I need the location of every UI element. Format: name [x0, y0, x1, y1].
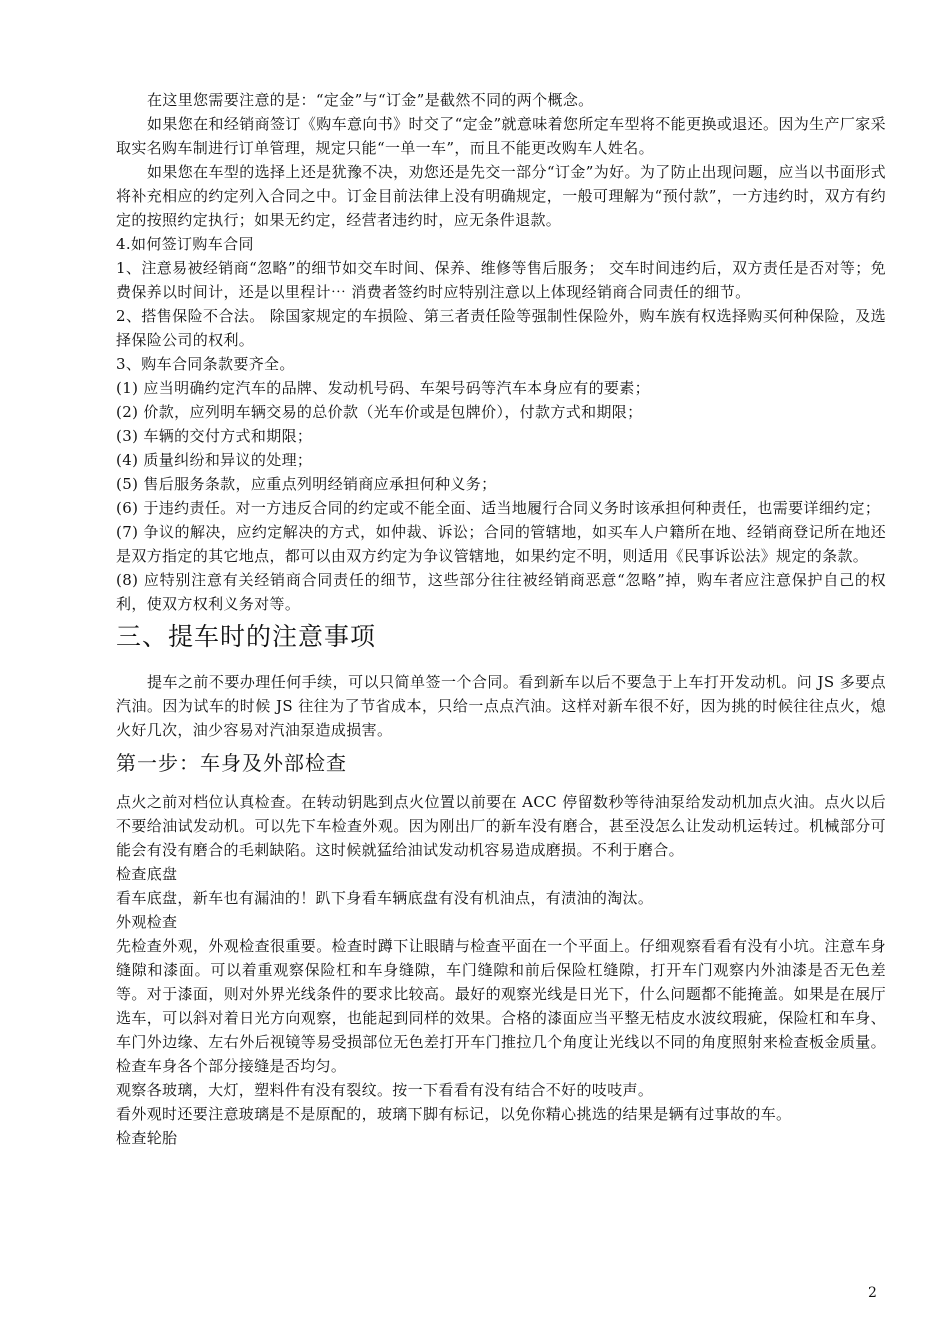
list-item-clause-4: (4) 质量纠纷和异议的处理； [116, 451, 313, 469]
list-item-clause-8: (8) 应特别注意有关经销商合同责任的细节，这些部分往往被经销商恶意“忽略”掉，购车者应注意保护自己的权利，使双方权利义务对等。 [116, 571, 886, 613]
label-check-tires: 检查轮胎 [116, 1129, 178, 1147]
page-number: 2 [868, 1285, 877, 1301]
list-item-clause-7: (7) 争议的解决，应约定解决的方式，如仲裁、诉讼；合同的管辖地，如买车人户籍所在地、经销商登记所在地还是双方指定的其它地点，都可以由双方约定为争议管辖地，如果约定不明，则适用《民事诉讼法》规定的条款。 [116, 523, 886, 565]
paragraph-ignition-check: 点火之前对档位认真检查。在转动钥匙到点火位置以前要在 ACC 停留数秒等待油泵给发动机加点火油。点火以后不要给油试发动机。可以先下车检查外观。因为刚出厂的新车没有磨合，甚至没怎么让发动机运转过。机械部分可能会有没有磨合的毛刺缺陷。这时候就猛给油试发动机容易造成磨损。不利于磨合。 [116, 793, 886, 859]
page-content [116, 88, 886, 1150]
paragraph-pickup-intro: 提车之前不要办理任何手续，可以只简单签一个合同。看到新车以后不要急于上车打开发动机。问 JS 多要点汽油。因为试车的时候 JS 往往为了节省成本，只给一点点汽油。这样对新车很不好，因为挑的时候往往点火，熄火好几次，油少容易对汽油泵造成损害。 [116, 673, 886, 739]
paragraph-deposit-definition: 如果您在和经销商签订《购车意向书》时交了“定金”就意味着您所定车型将不能更换或退还。因为生产厂家采取实名购车制进行订单管理，规定只能“一单一车”，而且不能更改购车人姓名。 [116, 115, 886, 157]
list-item-clause-1: (1) 应当明确约定汽车的品牌、发动机号码、车架号码等汽车本身应有的要素； [116, 379, 650, 397]
label-check-chassis: 检查底盘 [116, 865, 178, 883]
label-exterior-check: 外观检查 [116, 913, 178, 931]
list-item-clause-6: (6) 于违约责任。对一方违反合同的约定或不能全面、适当地履行合同义务时该承担何种责任，也需要详细约定； [116, 499, 881, 517]
paragraph-glass-lights: 观察各玻璃，大灯，塑料件有没有裂纹。按一下看看有没有结合不好的吱吱声。 [116, 1081, 654, 1099]
paragraph-chassis: 看车底盘，新车也有漏油的！趴下身看车辆底盘有没有机油点，有渍油的淘汰。 [116, 889, 654, 907]
list-item-contract-3: 3、购车合同条款要齐全。 [116, 355, 295, 373]
sub-heading-step-one: 第一步：车身及外部检查 [116, 751, 347, 775]
paragraph-deposit-note: 在这里您需要注意的是：“定金”与“订金”是截然不同的两个概念。 [147, 91, 594, 109]
list-item-contract-2: 2、搭售保险不合法。 除国家规定的车损险、第三者责任险等强制性保险外，购车族有权选择购买何种保险，及选择保险公司的权利。 [116, 307, 886, 349]
paragraph-original-glass: 看外观时还要注意玻璃是不是原配的，玻璃下脚有标记，以免你精心挑选的结果是辆有过事故的车。 [116, 1105, 792, 1123]
list-item-clause-2: (2) 价款，应列明车辆交易的总价款（光车价或是包牌价），付款方式和期限； [116, 403, 643, 421]
list-item-clause-5: (5) 售后服务条款，应重点列明经销商应承担何种义务； [116, 475, 497, 493]
list-item-clause-3: (3) 车辆的交付方式和期限； [116, 427, 313, 445]
section-heading: 三、提车时的注意事项 [116, 622, 377, 651]
paragraph-exterior: 先检查外观，外观检查很重要。检查时蹲下让眼睛与检查平面在一个平面上。仔细观察看看有没有小坑。注意车身缝隙和漆面。可以着重观察保险杠和车身缝隙，车门缝隙和前后保险杠缝隙，打开车门观察内外油漆是否无色差等。对于漆面，则对外界光线条件的要求比较高。最好的观察光线是日光下，什么问题都不能掩盖。如果是在展厅选车，可以斜对着日光方向观察，也能起到同样的效果。合格的漆面应当平整无桔皮水波纹瑕疵，保险杠和车身、车门外边缘、左右外后视镜等易受损部位无色差打开车门推拉几个角度让光线以不同的角度照射来检查板金质量。检查车身各个部分接缝是否均匀。 [116, 937, 886, 1075]
paragraph-advance-payment: 如果您在车型的选择上还是犹豫不决，劝您还是先交一部分“订金”为好。为了防止出现问题，应当以书面形式将补充相应的约定列入合同之中。订金目前法律上没有明确规定，一般可理解为“预付款”，一方违约时，双方有约定的按照约定执行；如果无约定，经营者违约时，应无条件退款。 [116, 163, 886, 229]
list-item-contract-1: 1、注意易被经销商“忽略”的细节如交车时间、保养、维修等售后服务； 交车时间违约后，双方责任是否对等；免费保养以时间计，还是以里程计⋯ 消费者签约时应特别注意以上体现经销商合同责任的细节。 [116, 259, 886, 301]
heading-how-to-sign-contract: 4.如何签订购车合同 [116, 235, 254, 253]
